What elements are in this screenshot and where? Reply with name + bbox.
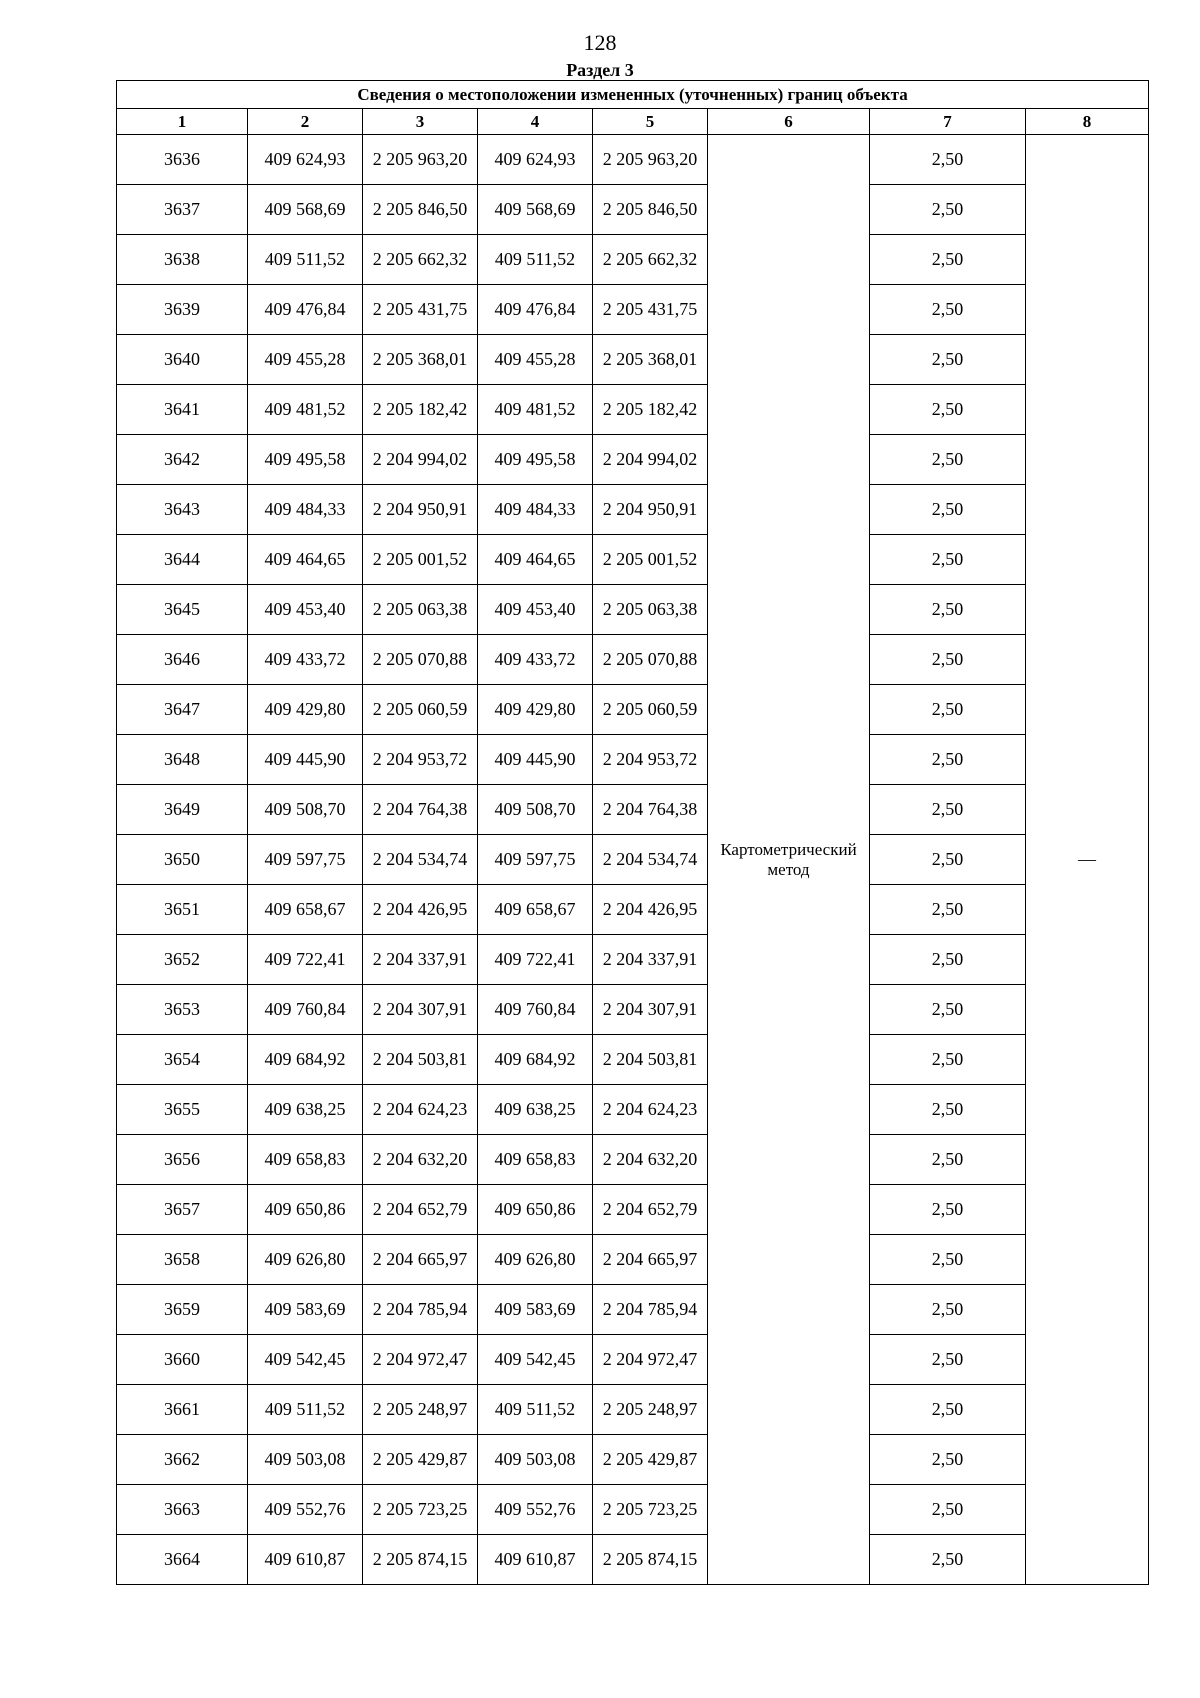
x-coordinate-cell: 409 568,69 xyxy=(478,185,593,235)
y-coordinate-cell: 2 205 063,38 xyxy=(593,585,708,635)
y-coordinate-cell: 2 205 431,75 xyxy=(593,285,708,335)
accuracy-cell: 2,50 xyxy=(870,135,1026,185)
y-coordinate-cell: 2 204 624,23 xyxy=(593,1085,708,1135)
x-coordinate-cell: 409 511,52 xyxy=(478,1385,593,1435)
x-coordinate-cell: 409 453,40 xyxy=(478,585,593,635)
point-number-cell: 3652 xyxy=(117,935,248,985)
accuracy-cell: 2,50 xyxy=(870,1035,1026,1085)
accuracy-cell: 2,50 xyxy=(870,1185,1026,1235)
table-row xyxy=(117,335,1149,385)
point-number-cell: 3654 xyxy=(117,1035,248,1085)
accuracy-cell: 2,50 xyxy=(870,335,1026,385)
point-number-cell: 3653 xyxy=(117,985,248,1035)
x-coordinate-cell: 409 638,25 xyxy=(478,1085,593,1135)
y-coordinate-cell: 2 204 972,47 xyxy=(593,1335,708,1385)
method-cell: Картометрический метод xyxy=(708,135,870,1585)
x-coordinate-cell: 409 453,40 xyxy=(248,585,363,635)
point-number-cell: 3642 xyxy=(117,435,248,485)
x-coordinate-cell: 409 650,86 xyxy=(478,1185,593,1235)
y-coordinate-cell: 2 204 785,94 xyxy=(363,1285,478,1335)
y-coordinate-cell: 2 205 060,59 xyxy=(593,685,708,735)
accuracy-cell: 2,50 xyxy=(870,435,1026,485)
table-row xyxy=(117,585,1149,635)
table-row xyxy=(117,685,1149,735)
accuracy-cell: 2,50 xyxy=(870,835,1026,885)
x-coordinate-cell: 409 684,92 xyxy=(478,1035,593,1085)
table-row xyxy=(117,1335,1149,1385)
x-coordinate-cell: 409 481,52 xyxy=(478,385,593,435)
y-coordinate-cell: 2 205 874,15 xyxy=(363,1535,478,1585)
y-coordinate-cell: 2 205 063,38 xyxy=(363,585,478,635)
x-coordinate-cell: 409 552,76 xyxy=(478,1485,593,1535)
y-coordinate-cell: 2 205 662,32 xyxy=(363,235,478,285)
accuracy-cell: 2,50 xyxy=(870,185,1026,235)
accuracy-cell: 2,50 xyxy=(870,235,1026,285)
x-coordinate-cell: 409 552,76 xyxy=(248,1485,363,1535)
column-number: 7 xyxy=(870,109,1026,135)
y-coordinate-cell: 2 205 963,20 xyxy=(363,135,478,185)
table-row xyxy=(117,285,1149,335)
point-number-cell: 3645 xyxy=(117,585,248,635)
x-coordinate-cell: 409 722,41 xyxy=(478,935,593,985)
table-row xyxy=(117,1135,1149,1185)
x-coordinate-cell: 409 722,41 xyxy=(248,935,363,985)
table-row xyxy=(117,1185,1149,1235)
table-row xyxy=(117,885,1149,935)
table-row xyxy=(117,635,1149,685)
accuracy-cell: 2,50 xyxy=(870,785,1026,835)
table-row xyxy=(117,1485,1149,1535)
y-coordinate-cell: 2 205 001,52 xyxy=(593,535,708,585)
table-row xyxy=(117,235,1149,285)
accuracy-cell: 2,50 xyxy=(870,1535,1026,1585)
y-coordinate-cell: 2 204 307,91 xyxy=(363,985,478,1035)
table-row xyxy=(117,1385,1149,1435)
accuracy-cell: 2,50 xyxy=(870,935,1026,985)
table-row xyxy=(117,935,1149,985)
column-number-row xyxy=(117,109,1149,135)
y-coordinate-cell: 2 205 846,50 xyxy=(363,185,478,235)
point-number-cell: 3664 xyxy=(117,1535,248,1585)
x-coordinate-cell: 409 658,67 xyxy=(248,885,363,935)
y-coordinate-cell: 2 204 337,91 xyxy=(363,935,478,985)
y-coordinate-cell: 2 204 632,20 xyxy=(593,1135,708,1185)
column-number: 4 xyxy=(478,109,593,135)
point-number-cell: 3640 xyxy=(117,335,248,385)
accuracy-cell: 2,50 xyxy=(870,385,1026,435)
accuracy-cell: 2,50 xyxy=(870,635,1026,685)
x-coordinate-cell: 409 481,52 xyxy=(248,385,363,435)
table-row xyxy=(117,835,1149,885)
table-row xyxy=(117,485,1149,535)
accuracy-cell: 2,50 xyxy=(870,1285,1026,1335)
x-coordinate-cell: 409 484,33 xyxy=(478,485,593,535)
y-coordinate-cell: 2 205 060,59 xyxy=(363,685,478,735)
x-coordinate-cell: 409 626,80 xyxy=(248,1235,363,1285)
point-number-cell: 3662 xyxy=(117,1435,248,1485)
x-coordinate-cell: 409 658,67 xyxy=(478,885,593,935)
x-coordinate-cell: 409 760,84 xyxy=(478,985,593,1035)
accuracy-cell: 2,50 xyxy=(870,1085,1026,1135)
x-coordinate-cell: 409 542,45 xyxy=(478,1335,593,1385)
point-number-cell: 3658 xyxy=(117,1235,248,1285)
y-coordinate-cell: 2 204 953,72 xyxy=(363,735,478,785)
y-coordinate-cell: 2 205 070,88 xyxy=(363,635,478,685)
accuracy-cell: 2,50 xyxy=(870,1235,1026,1285)
x-coordinate-cell: 409 464,65 xyxy=(478,535,593,585)
point-number-cell: 3657 xyxy=(117,1185,248,1235)
table-row xyxy=(117,985,1149,1035)
y-coordinate-cell: 2 205 248,97 xyxy=(363,1385,478,1435)
y-coordinate-cell: 2 204 994,02 xyxy=(593,435,708,485)
y-coordinate-cell: 2 205 662,32 xyxy=(593,235,708,285)
x-coordinate-cell: 409 508,70 xyxy=(478,785,593,835)
y-coordinate-cell: 2 204 426,95 xyxy=(363,885,478,935)
x-coordinate-cell: 409 760,84 xyxy=(248,985,363,1035)
accuracy-cell: 2,50 xyxy=(870,285,1026,335)
boundary-coordinates-table xyxy=(116,80,1149,1585)
x-coordinate-cell: 409 542,45 xyxy=(248,1335,363,1385)
x-coordinate-cell: 409 433,72 xyxy=(478,635,593,685)
table-row xyxy=(117,1435,1149,1485)
x-coordinate-cell: 409 650,86 xyxy=(248,1185,363,1235)
y-coordinate-cell: 2 205 963,20 xyxy=(593,135,708,185)
accuracy-cell: 2,50 xyxy=(870,735,1026,785)
point-number-cell: 3660 xyxy=(117,1335,248,1385)
x-coordinate-cell: 409 597,75 xyxy=(248,835,363,885)
y-coordinate-cell: 2 204 953,72 xyxy=(593,735,708,785)
point-number-cell: 3655 xyxy=(117,1085,248,1135)
point-number-cell: 3637 xyxy=(117,185,248,235)
y-coordinate-cell: 2 205 429,87 xyxy=(593,1435,708,1485)
x-coordinate-cell: 409 511,52 xyxy=(248,235,363,285)
accuracy-cell: 2,50 xyxy=(870,1485,1026,1535)
point-number-cell: 3636 xyxy=(117,135,248,185)
x-coordinate-cell: 409 495,58 xyxy=(248,435,363,485)
y-coordinate-cell: 2 205 723,25 xyxy=(363,1485,478,1535)
point-number-cell: 3646 xyxy=(117,635,248,685)
y-coordinate-cell: 2 205 248,97 xyxy=(593,1385,708,1435)
x-coordinate-cell: 409 476,84 xyxy=(248,285,363,335)
accuracy-cell: 2,50 xyxy=(870,1135,1026,1185)
x-coordinate-cell: 409 464,65 xyxy=(248,535,363,585)
column-number: 8 xyxy=(1026,109,1149,135)
y-coordinate-cell: 2 205 182,42 xyxy=(593,385,708,435)
x-coordinate-cell: 409 445,90 xyxy=(478,735,593,785)
x-coordinate-cell: 409 597,75 xyxy=(478,835,593,885)
table-row xyxy=(117,1285,1149,1335)
accuracy-cell: 2,50 xyxy=(870,985,1026,1035)
accuracy-cell: 2,50 xyxy=(870,485,1026,535)
point-number-cell: 3643 xyxy=(117,485,248,535)
table-row xyxy=(117,735,1149,785)
y-coordinate-cell: 2 205 368,01 xyxy=(363,335,478,385)
table-body xyxy=(117,135,1149,1585)
x-coordinate-cell: 409 684,92 xyxy=(248,1035,363,1085)
y-coordinate-cell: 2 204 503,81 xyxy=(363,1035,478,1085)
x-coordinate-cell: 409 658,83 xyxy=(248,1135,363,1185)
y-coordinate-cell: 2 204 950,91 xyxy=(593,485,708,535)
y-coordinate-cell: 2 204 785,94 xyxy=(593,1285,708,1335)
point-number-cell: 3644 xyxy=(117,535,248,585)
table-row xyxy=(117,1035,1149,1085)
x-coordinate-cell: 409 455,28 xyxy=(478,335,593,385)
point-number-cell: 3648 xyxy=(117,735,248,785)
x-coordinate-cell: 409 503,08 xyxy=(248,1435,363,1485)
accuracy-cell: 2,50 xyxy=(870,685,1026,735)
y-coordinate-cell: 2 205 368,01 xyxy=(593,335,708,385)
y-coordinate-cell: 2 205 723,25 xyxy=(593,1485,708,1535)
table-caption: Сведения о местоположении измененных (уточненных) границ объекта xyxy=(117,81,1149,109)
x-coordinate-cell: 409 433,72 xyxy=(248,635,363,685)
point-number-cell: 3659 xyxy=(117,1285,248,1335)
accuracy-cell: 2,50 xyxy=(870,585,1026,635)
y-coordinate-cell: 2 205 070,88 xyxy=(593,635,708,685)
section-title: Раздел 3 xyxy=(566,60,634,80)
y-coordinate-cell: 2 204 652,79 xyxy=(593,1185,708,1235)
x-coordinate-cell: 409 445,90 xyxy=(248,735,363,785)
y-coordinate-cell: 2 205 431,75 xyxy=(363,285,478,335)
x-coordinate-cell: 409 484,33 xyxy=(248,485,363,535)
y-coordinate-cell: 2 204 665,97 xyxy=(363,1235,478,1285)
y-coordinate-cell: 2 204 426,95 xyxy=(593,885,708,935)
column-number: 2 xyxy=(248,109,363,135)
column-number: 1 xyxy=(117,109,248,135)
x-coordinate-cell: 409 583,69 xyxy=(478,1285,593,1335)
x-coordinate-cell: 409 429,80 xyxy=(478,685,593,735)
y-coordinate-cell: 2 204 337,91 xyxy=(593,935,708,985)
table-row xyxy=(117,385,1149,435)
y-coordinate-cell: 2 205 429,87 xyxy=(363,1435,478,1485)
y-coordinate-cell: 2 204 652,79 xyxy=(363,1185,478,1235)
y-coordinate-cell: 2 205 846,50 xyxy=(593,185,708,235)
point-number-cell: 3639 xyxy=(117,285,248,335)
x-coordinate-cell: 409 429,80 xyxy=(248,685,363,735)
x-coordinate-cell: 409 511,52 xyxy=(478,235,593,285)
x-coordinate-cell: 409 610,87 xyxy=(478,1535,593,1585)
table-row xyxy=(117,435,1149,485)
y-coordinate-cell: 2 204 950,91 xyxy=(363,485,478,535)
y-coordinate-cell: 2 205 182,42 xyxy=(363,385,478,435)
y-coordinate-cell: 2 205 001,52 xyxy=(363,535,478,585)
x-coordinate-cell: 409 638,25 xyxy=(248,1085,363,1135)
x-coordinate-cell: 409 624,93 xyxy=(248,135,363,185)
x-coordinate-cell: 409 624,93 xyxy=(478,135,593,185)
column-number: 3 xyxy=(363,109,478,135)
y-coordinate-cell: 2 204 534,74 xyxy=(593,835,708,885)
table-row xyxy=(117,185,1149,235)
table-row xyxy=(117,1535,1149,1585)
table-row xyxy=(117,535,1149,585)
x-coordinate-cell: 409 495,58 xyxy=(478,435,593,485)
column-number: 6 xyxy=(708,109,870,135)
table-row xyxy=(117,785,1149,835)
y-coordinate-cell: 2 204 972,47 xyxy=(363,1335,478,1385)
point-number-cell: 3638 xyxy=(117,235,248,285)
x-coordinate-cell: 409 508,70 xyxy=(248,785,363,835)
x-coordinate-cell: 409 610,87 xyxy=(248,1535,363,1585)
table-row xyxy=(117,1085,1149,1135)
y-coordinate-cell: 2 204 534,74 xyxy=(363,835,478,885)
y-coordinate-cell: 2 205 874,15 xyxy=(593,1535,708,1585)
x-coordinate-cell: 409 658,83 xyxy=(478,1135,593,1185)
table-row xyxy=(117,1235,1149,1285)
x-coordinate-cell: 409 455,28 xyxy=(248,335,363,385)
x-coordinate-cell: 409 476,84 xyxy=(478,285,593,335)
x-coordinate-cell: 409 626,80 xyxy=(478,1235,593,1285)
y-coordinate-cell: 2 204 307,91 xyxy=(593,985,708,1035)
point-number-cell: 3650 xyxy=(117,835,248,885)
accuracy-cell: 2,50 xyxy=(870,1335,1026,1385)
x-coordinate-cell: 409 503,08 xyxy=(478,1435,593,1485)
x-coordinate-cell: 409 583,69 xyxy=(248,1285,363,1335)
point-number-cell: 3647 xyxy=(117,685,248,735)
column-number: 5 xyxy=(593,109,708,135)
accuracy-cell: 2,50 xyxy=(870,1435,1026,1485)
point-number-cell: 3649 xyxy=(117,785,248,835)
y-coordinate-cell: 2 204 665,97 xyxy=(593,1235,708,1285)
accuracy-cell: 2,50 xyxy=(870,535,1026,585)
table-row xyxy=(117,135,1149,185)
y-coordinate-cell: 2 204 624,23 xyxy=(363,1085,478,1135)
y-coordinate-cell: 2 204 632,20 xyxy=(363,1135,478,1185)
accuracy-cell: 2,50 xyxy=(870,1385,1026,1435)
point-number-cell: 3651 xyxy=(117,885,248,935)
y-coordinate-cell: 2 204 764,38 xyxy=(593,785,708,835)
y-coordinate-cell: 2 204 764,38 xyxy=(363,785,478,835)
x-coordinate-cell: 409 568,69 xyxy=(248,185,363,235)
page-number: 128 xyxy=(583,30,617,55)
y-coordinate-cell: 2 204 503,81 xyxy=(593,1035,708,1085)
point-number-cell: 3663 xyxy=(117,1485,248,1535)
description-cell: — xyxy=(1026,135,1149,1585)
point-number-cell: 3656 xyxy=(117,1135,248,1185)
y-coordinate-cell: 2 204 994,02 xyxy=(363,435,478,485)
point-number-cell: 3641 xyxy=(117,385,248,435)
point-number-cell: 3661 xyxy=(117,1385,248,1435)
accuracy-cell: 2,50 xyxy=(870,885,1026,935)
x-coordinate-cell: 409 511,52 xyxy=(248,1385,363,1435)
